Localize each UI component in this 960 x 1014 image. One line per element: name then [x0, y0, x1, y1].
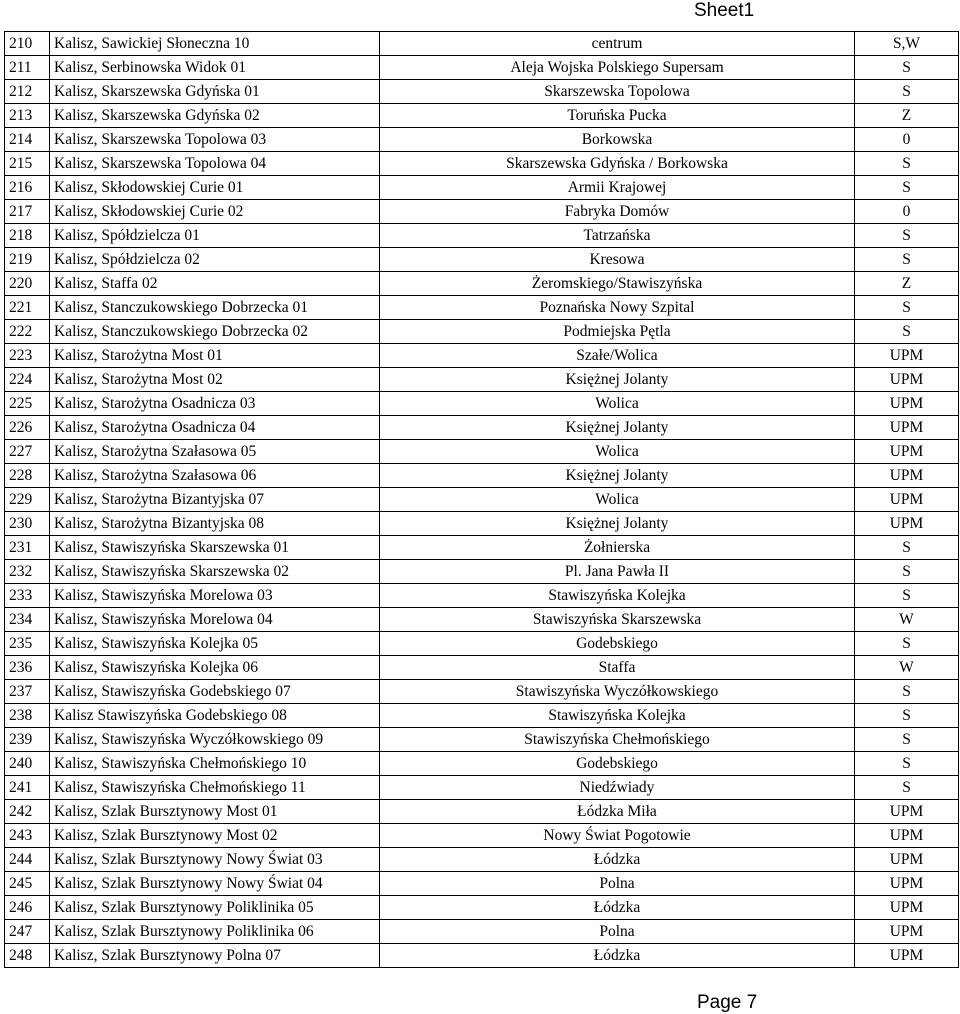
direction-cell: Polna: [380, 920, 855, 944]
row-number-cell: 224: [5, 368, 50, 392]
stop-type-cell: UPM: [855, 488, 959, 512]
stop-name-cell: Kalisz, Szlak Bursztynowy Nowy Świat 03: [50, 848, 380, 872]
stop-type-cell: UPM: [855, 392, 959, 416]
row-number-cell: 245: [5, 872, 50, 896]
stop-type-cell: UPM: [855, 800, 959, 824]
table-row: [5, 920, 959, 944]
stop-type-cell: S: [855, 680, 959, 704]
row-number-cell: 241: [5, 776, 50, 800]
row-number-cell: 217: [5, 200, 50, 224]
stop-name-cell: Kalisz, Stawiszyńska Morelowa 03: [50, 584, 380, 608]
direction-cell: Wolica: [380, 440, 855, 464]
table-row: [5, 680, 959, 704]
stop-name-cell: Kalisz, Starożytna Bizantyjska 08: [50, 512, 380, 536]
stop-name-cell: Kalisz, Stawiszyńska Chełmońskiego 10: [50, 752, 380, 776]
stop-name-cell: Kalisz, Stanczukowskiego Dobrzecka 02: [50, 320, 380, 344]
direction-cell: Niedźwiady: [380, 776, 855, 800]
direction-cell: Stawiszyńska Wyczółkowskiego: [380, 680, 855, 704]
stop-type-cell: UPM: [855, 344, 959, 368]
table-row: [5, 200, 959, 224]
row-number-cell: 238: [5, 704, 50, 728]
row-number-cell: 228: [5, 464, 50, 488]
stop-type-cell: S: [855, 776, 959, 800]
row-number-cell: 230: [5, 512, 50, 536]
direction-cell: Stawiszyńska Kolejka: [380, 704, 855, 728]
table-row: [5, 704, 959, 728]
row-number-cell: 237: [5, 680, 50, 704]
direction-cell: Łódzka Miła: [380, 800, 855, 824]
table-row: [5, 344, 959, 368]
stop-type-cell: UPM: [855, 464, 959, 488]
direction-cell: Skarszewska Gdyńska / Borkowska: [380, 152, 855, 176]
direction-cell: Kresowa: [380, 248, 855, 272]
direction-cell: Księżnej Jolanty: [380, 464, 855, 488]
table-row: [5, 584, 959, 608]
table-row: [5, 800, 959, 824]
direction-cell: Fabryka Domów: [380, 200, 855, 224]
stop-name-cell: Kalisz, Starożytna Szałasowa 06: [50, 464, 380, 488]
stop-name-cell: Kalisz, Skarszewska Topolowa 04: [50, 152, 380, 176]
stop-type-cell: S: [855, 296, 959, 320]
table-row: [5, 368, 959, 392]
stop-name-cell: Kalisz, Spółdzielcza 01: [50, 224, 380, 248]
stop-name-cell: Kalisz, Stawiszyńska Godebskiego 07: [50, 680, 380, 704]
stop-name-cell: Kalisz, Szlak Bursztynowy Polna 07: [50, 944, 380, 968]
direction-cell: Armii Krajowej: [380, 176, 855, 200]
stop-name-cell: Kalisz, Stawiszyńska Wyczółkowskiego 09: [50, 728, 380, 752]
table-row: [5, 824, 959, 848]
direction-cell: Łódzka: [380, 896, 855, 920]
table-row: [5, 152, 959, 176]
direction-cell: Wolica: [380, 488, 855, 512]
row-number-cell: 221: [5, 296, 50, 320]
sheet-title: Sheet1: [694, 0, 755, 21]
row-number-cell: 236: [5, 656, 50, 680]
table-row: [5, 128, 959, 152]
table-row: [5, 488, 959, 512]
stop-type-cell: Z: [855, 272, 959, 296]
stop-type-cell: W: [855, 608, 959, 632]
stop-name-cell: Kalisz, Stawiszyńska Skarszewska 02: [50, 560, 380, 584]
stop-name-cell: Kalisz, Stawiszyńska Kolejka 05: [50, 632, 380, 656]
direction-cell: Podmiejska Pętla: [380, 320, 855, 344]
direction-cell: Godebskiego: [380, 752, 855, 776]
table-row: [5, 560, 959, 584]
table-row: [5, 776, 959, 800]
table-row: [5, 416, 959, 440]
direction-cell: Stawiszyńska Chełmońskiego: [380, 728, 855, 752]
stop-type-cell: W: [855, 656, 959, 680]
direction-cell: Żołnierska: [380, 536, 855, 560]
stop-type-cell: Z: [855, 104, 959, 128]
row-number-cell: 247: [5, 920, 50, 944]
stop-type-cell: S: [855, 584, 959, 608]
stop-type-cell: UPM: [855, 416, 959, 440]
table-row: [5, 608, 959, 632]
stop-name-cell: Kalisz, Stawiszyńska Morelowa 04: [50, 608, 380, 632]
row-number-cell: 226: [5, 416, 50, 440]
stop-type-cell: S: [855, 536, 959, 560]
stop-name-cell: Kalisz, Szlak Bursztynowy Most 02: [50, 824, 380, 848]
stop-type-cell: S: [855, 560, 959, 584]
direction-cell: Stawiszyńska Kolejka: [380, 584, 855, 608]
direction-cell: Borkowska: [380, 128, 855, 152]
table-row: [5, 104, 959, 128]
direction-cell: Poznańska Nowy Szpital: [380, 296, 855, 320]
stop-name-cell: Kalisz, Stawiszyńska Kolejka 06: [50, 656, 380, 680]
table-row: [5, 464, 959, 488]
direction-cell: Wolica: [380, 392, 855, 416]
stop-type-cell: UPM: [855, 512, 959, 536]
stop-name-cell: Kalisz, Skarszewska Gdyńska 01: [50, 80, 380, 104]
stop-type-cell: S: [855, 176, 959, 200]
table-row: [5, 176, 959, 200]
table-row: [5, 32, 959, 56]
stop-name-cell: Kalisz, Starożytna Osadnicza 03: [50, 392, 380, 416]
direction-cell: Pl. Jana Pawła II: [380, 560, 855, 584]
stop-type-cell: UPM: [855, 872, 959, 896]
table-row: [5, 944, 959, 968]
table-row: [5, 440, 959, 464]
row-number-cell: 219: [5, 248, 50, 272]
stop-name-cell: Kalisz, Szlak Bursztynowy Poliklinika 06: [50, 920, 380, 944]
stop-type-cell: UPM: [855, 896, 959, 920]
table-row: [5, 56, 959, 80]
stop-name-cell: Kalisz, Starożytna Szałasowa 05: [50, 440, 380, 464]
stop-type-cell: 0: [855, 200, 959, 224]
stop-name-cell: Kalisz, Starożytna Most 01: [50, 344, 380, 368]
direction-cell: centrum: [380, 32, 855, 56]
row-number-cell: 210: [5, 32, 50, 56]
row-number-cell: 232: [5, 560, 50, 584]
direction-cell: Księżnej Jolanty: [380, 416, 855, 440]
stop-name-cell: Kalisz, Sawickiej Słoneczna 10: [50, 32, 380, 56]
table-row: [5, 656, 959, 680]
direction-cell: Polna: [380, 872, 855, 896]
row-number-cell: 243: [5, 824, 50, 848]
table-row: [5, 752, 959, 776]
row-number-cell: 222: [5, 320, 50, 344]
direction-cell: Toruńska Pucka: [380, 104, 855, 128]
table-row: [5, 80, 959, 104]
direction-cell: Stawiszyńska Skarszewska: [380, 608, 855, 632]
row-number-cell: 239: [5, 728, 50, 752]
stop-name-cell: Kalisz, Serbinowska Widok 01: [50, 56, 380, 80]
table-row: [5, 848, 959, 872]
row-number-cell: 225: [5, 392, 50, 416]
stop-type-cell: S,W: [855, 32, 959, 56]
stop-type-cell: UPM: [855, 368, 959, 392]
table-row: [5, 392, 959, 416]
stop-type-cell: S: [855, 752, 959, 776]
row-number-cell: 235: [5, 632, 50, 656]
direction-cell: Tatrzańska: [380, 224, 855, 248]
row-number-cell: 240: [5, 752, 50, 776]
stop-type-cell: S: [855, 248, 959, 272]
row-number-cell: 242: [5, 800, 50, 824]
stop-name-cell: Kalisz, Skarszewska Topolowa 03: [50, 128, 380, 152]
table-row: [5, 728, 959, 752]
stop-name-cell: Kalisz, Starożytna Osadnicza 04: [50, 416, 380, 440]
data-table: [4, 31, 959, 968]
table-row: [5, 224, 959, 248]
row-number-cell: 213: [5, 104, 50, 128]
row-number-cell: 231: [5, 536, 50, 560]
stop-type-cell: S: [855, 704, 959, 728]
stop-type-cell: S: [855, 728, 959, 752]
direction-cell: Łódzka: [380, 848, 855, 872]
stop-type-cell: S: [855, 320, 959, 344]
stop-name-cell: Kalisz, Skłodowskiej Curie 02: [50, 200, 380, 224]
stop-name-cell: Kalisz Stawiszyńska Godebskiego 08: [50, 704, 380, 728]
table-row: [5, 272, 959, 296]
stop-type-cell: S: [855, 152, 959, 176]
row-number-cell: 220: [5, 272, 50, 296]
row-number-cell: 248: [5, 944, 50, 968]
direction-cell: Żeromskiego/Stawiszyńska: [380, 272, 855, 296]
row-number-cell: 234: [5, 608, 50, 632]
table-row: [5, 248, 959, 272]
stop-type-cell: S: [855, 632, 959, 656]
table-row: [5, 320, 959, 344]
stop-name-cell: Kalisz, Stanczukowskiego Dobrzecka 01: [50, 296, 380, 320]
row-number-cell: 233: [5, 584, 50, 608]
stop-name-cell: Kalisz, Spółdzielcza 02: [50, 248, 380, 272]
direction-cell: Księżnej Jolanty: [380, 368, 855, 392]
direction-cell: Księżnej Jolanty: [380, 512, 855, 536]
stop-type-cell: S: [855, 56, 959, 80]
direction-cell: Aleja Wojska Polskiego Supersam: [380, 56, 855, 80]
table-row: [5, 512, 959, 536]
direction-cell: Skarszewska Topolowa: [380, 80, 855, 104]
row-number-cell: 218: [5, 224, 50, 248]
stop-type-cell: UPM: [855, 920, 959, 944]
row-number-cell: 216: [5, 176, 50, 200]
stop-type-cell: UPM: [855, 848, 959, 872]
direction-cell: Szałe/Wolica: [380, 344, 855, 368]
stop-name-cell: Kalisz, Starożytna Bizantyjska 07: [50, 488, 380, 512]
row-number-cell: 244: [5, 848, 50, 872]
stop-name-cell: Kalisz, Stawiszyńska Skarszewska 01: [50, 536, 380, 560]
row-number-cell: 211: [5, 56, 50, 80]
row-number-cell: 215: [5, 152, 50, 176]
stop-name-cell: Kalisz, Szlak Bursztynowy Poliklinika 05: [50, 896, 380, 920]
direction-cell: Nowy Świat Pogotowie: [380, 824, 855, 848]
row-number-cell: 223: [5, 344, 50, 368]
table-body: [5, 32, 959, 968]
table-row: [5, 896, 959, 920]
page-number: Page 7: [697, 992, 758, 1013]
table-row: [5, 632, 959, 656]
row-number-cell: 212: [5, 80, 50, 104]
stop-name-cell: Kalisz, Stawiszyńska Chełmońskiego 11: [50, 776, 380, 800]
stop-name-cell: Kalisz, Szlak Bursztynowy Nowy Świat 04: [50, 872, 380, 896]
stop-name-cell: Kalisz, Staffa 02: [50, 272, 380, 296]
table-row: [5, 536, 959, 560]
stop-type-cell: 0: [855, 128, 959, 152]
table-row: [5, 296, 959, 320]
stop-type-cell: S: [855, 224, 959, 248]
stop-name-cell: Kalisz, Skłodowskiej Curie 01: [50, 176, 380, 200]
row-number-cell: 227: [5, 440, 50, 464]
table-row: [5, 872, 959, 896]
stop-type-cell: UPM: [855, 824, 959, 848]
row-number-cell: 229: [5, 488, 50, 512]
direction-cell: Staffa: [380, 656, 855, 680]
row-number-cell: 246: [5, 896, 50, 920]
direction-cell: Godebskiego: [380, 632, 855, 656]
stop-name-cell: Kalisz, Szlak Bursztynowy Most 01: [50, 800, 380, 824]
row-number-cell: 214: [5, 128, 50, 152]
stop-type-cell: UPM: [855, 944, 959, 968]
direction-cell: Łódzka: [380, 944, 855, 968]
stop-type-cell: UPM: [855, 440, 959, 464]
stop-name-cell: Kalisz, Skarszewska Gdyńska 02: [50, 104, 380, 128]
stop-name-cell: Kalisz, Starożytna Most 02: [50, 368, 380, 392]
stop-type-cell: S: [855, 80, 959, 104]
